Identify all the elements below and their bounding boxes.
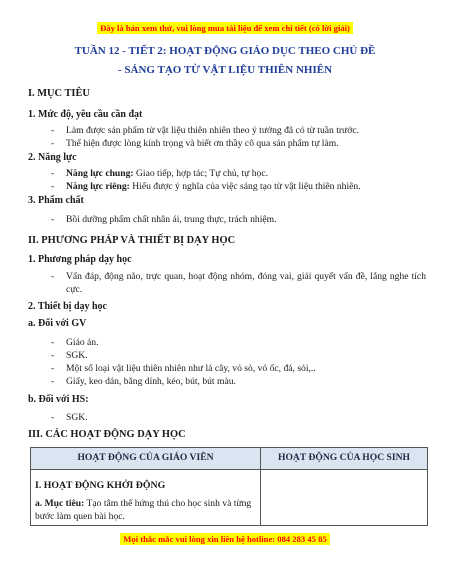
lesson-title-line2: - SÁNG TẠO TỪ VẬT LIỆU THIÊN NHIÊN <box>117 64 333 76</box>
section-methods-heading: II. PHƯƠNG PHÁP VÀ THIẾT BỊ DẠY HỌC <box>28 235 236 246</box>
subsection-qualities-heading: 3. Phẩm chất <box>28 195 84 206</box>
hotline-banner <box>0 534 450 545</box>
requirements-list <box>66 124 426 150</box>
subsection-competency-heading: 2. Năng lực <box>28 152 77 163</box>
competency-label: Năng lực riêng: <box>66 181 130 192</box>
list-item: - SGK. <box>66 411 426 424</box>
warmup-objective <box>31 497 260 523</box>
competency-text: Giao tiếp, hợp tác; Tự chủ, tự học. <box>133 168 268 179</box>
student-equipment-list <box>66 411 426 424</box>
list-item: - Làm được sản phẩm từ vật liệu thiên nhiên theo ý tưởng đã có từ tuần trước. <box>66 124 426 137</box>
teacher-activity-cell <box>31 470 261 526</box>
preview-banner-text: Đây là bản xem thử, vui lòng mua tài liệu để xem chi tiết (có lời giải) <box>97 22 353 34</box>
student-equipment-heading: b. Đối với HS: <box>28 394 89 405</box>
student-activity-column-header: HOẠT ĐỘNG CỦA HỌC SINH <box>261 448 428 470</box>
list-item: - Thể hiện được lòng kính trọng và biết ơn thầy cô qua sản phẩm tự làm. <box>66 137 426 150</box>
list-item <box>66 180 426 193</box>
list-item: - Vấn đáp, động não, trực quan, hoạt động nhóm, đóng vai, giải quyết vấn đề, lắng nghe tích cực. <box>66 270 426 296</box>
activities-table <box>30 447 428 526</box>
teacher-equipment-heading: a. Đối với GV <box>28 318 87 329</box>
list-item: - Một số loại vật liệu thiên nhiên như lá cây, vỏ sò, vỏ ốc, đá, sỏi,.. <box>66 362 426 375</box>
list-item: - Bồi dưỡng phẩm chất nhân ái, trung thực, trách nhiệm. <box>66 213 426 226</box>
competency-label: Năng lực chung: <box>66 168 134 179</box>
competency-list <box>66 167 426 193</box>
objective-label: a. Mục tiêu: <box>35 497 85 509</box>
teacher-equipment-list <box>66 336 426 388</box>
warmup-activity-heading: I. HOẠT ĐỘNG KHỞI ĐỘNG <box>35 480 166 491</box>
preview-banner <box>0 23 450 34</box>
subsection-equipment-heading: 2. Thiết bị dạy học <box>28 301 107 312</box>
list-item: - SGK. <box>66 349 426 362</box>
section-activities-heading: III. CÁC HOẠT ĐỘNG DẠY HỌC <box>28 429 186 440</box>
list-item <box>66 167 426 180</box>
lesson-title-line1: TUẦN 12 - TIẾT 2: HOẠT ĐỘNG GIÁO DỤC THEO CHỦ ĐỀ <box>74 45 376 57</box>
teaching-methods-list <box>66 270 426 296</box>
teacher-activity-column-header: HOẠT ĐỘNG CỦA GIÁO VIÊN <box>31 448 261 470</box>
hotline-banner-text: Mọi thắc mắc vui lòng xin liên hệ hotline: 084 283 45 85 <box>120 533 329 545</box>
subsection-teaching-methods-heading: 1. Phương pháp dạy học <box>28 254 132 265</box>
subsection-requirements-heading: 1. Mức độ, yêu cầu cần đạt <box>28 109 143 120</box>
list-item: - Giáo án. <box>66 336 426 349</box>
student-activity-cell <box>261 470 428 526</box>
list-item: - Giấy, keo dán, băng dính, kéo, bút, bút màu. <box>66 375 426 388</box>
section-objectives-heading: I. MỤC TIÊU <box>28 88 90 99</box>
qualities-list <box>66 213 426 226</box>
competency-text: Hiểu được ý nghĩa của việc sáng tạo từ vật liệu thiên nhiên. <box>129 181 361 192</box>
objective-text: Tạo tâm thế hứng thú cho học sinh và từng bước làm quen bài học. <box>35 497 252 522</box>
